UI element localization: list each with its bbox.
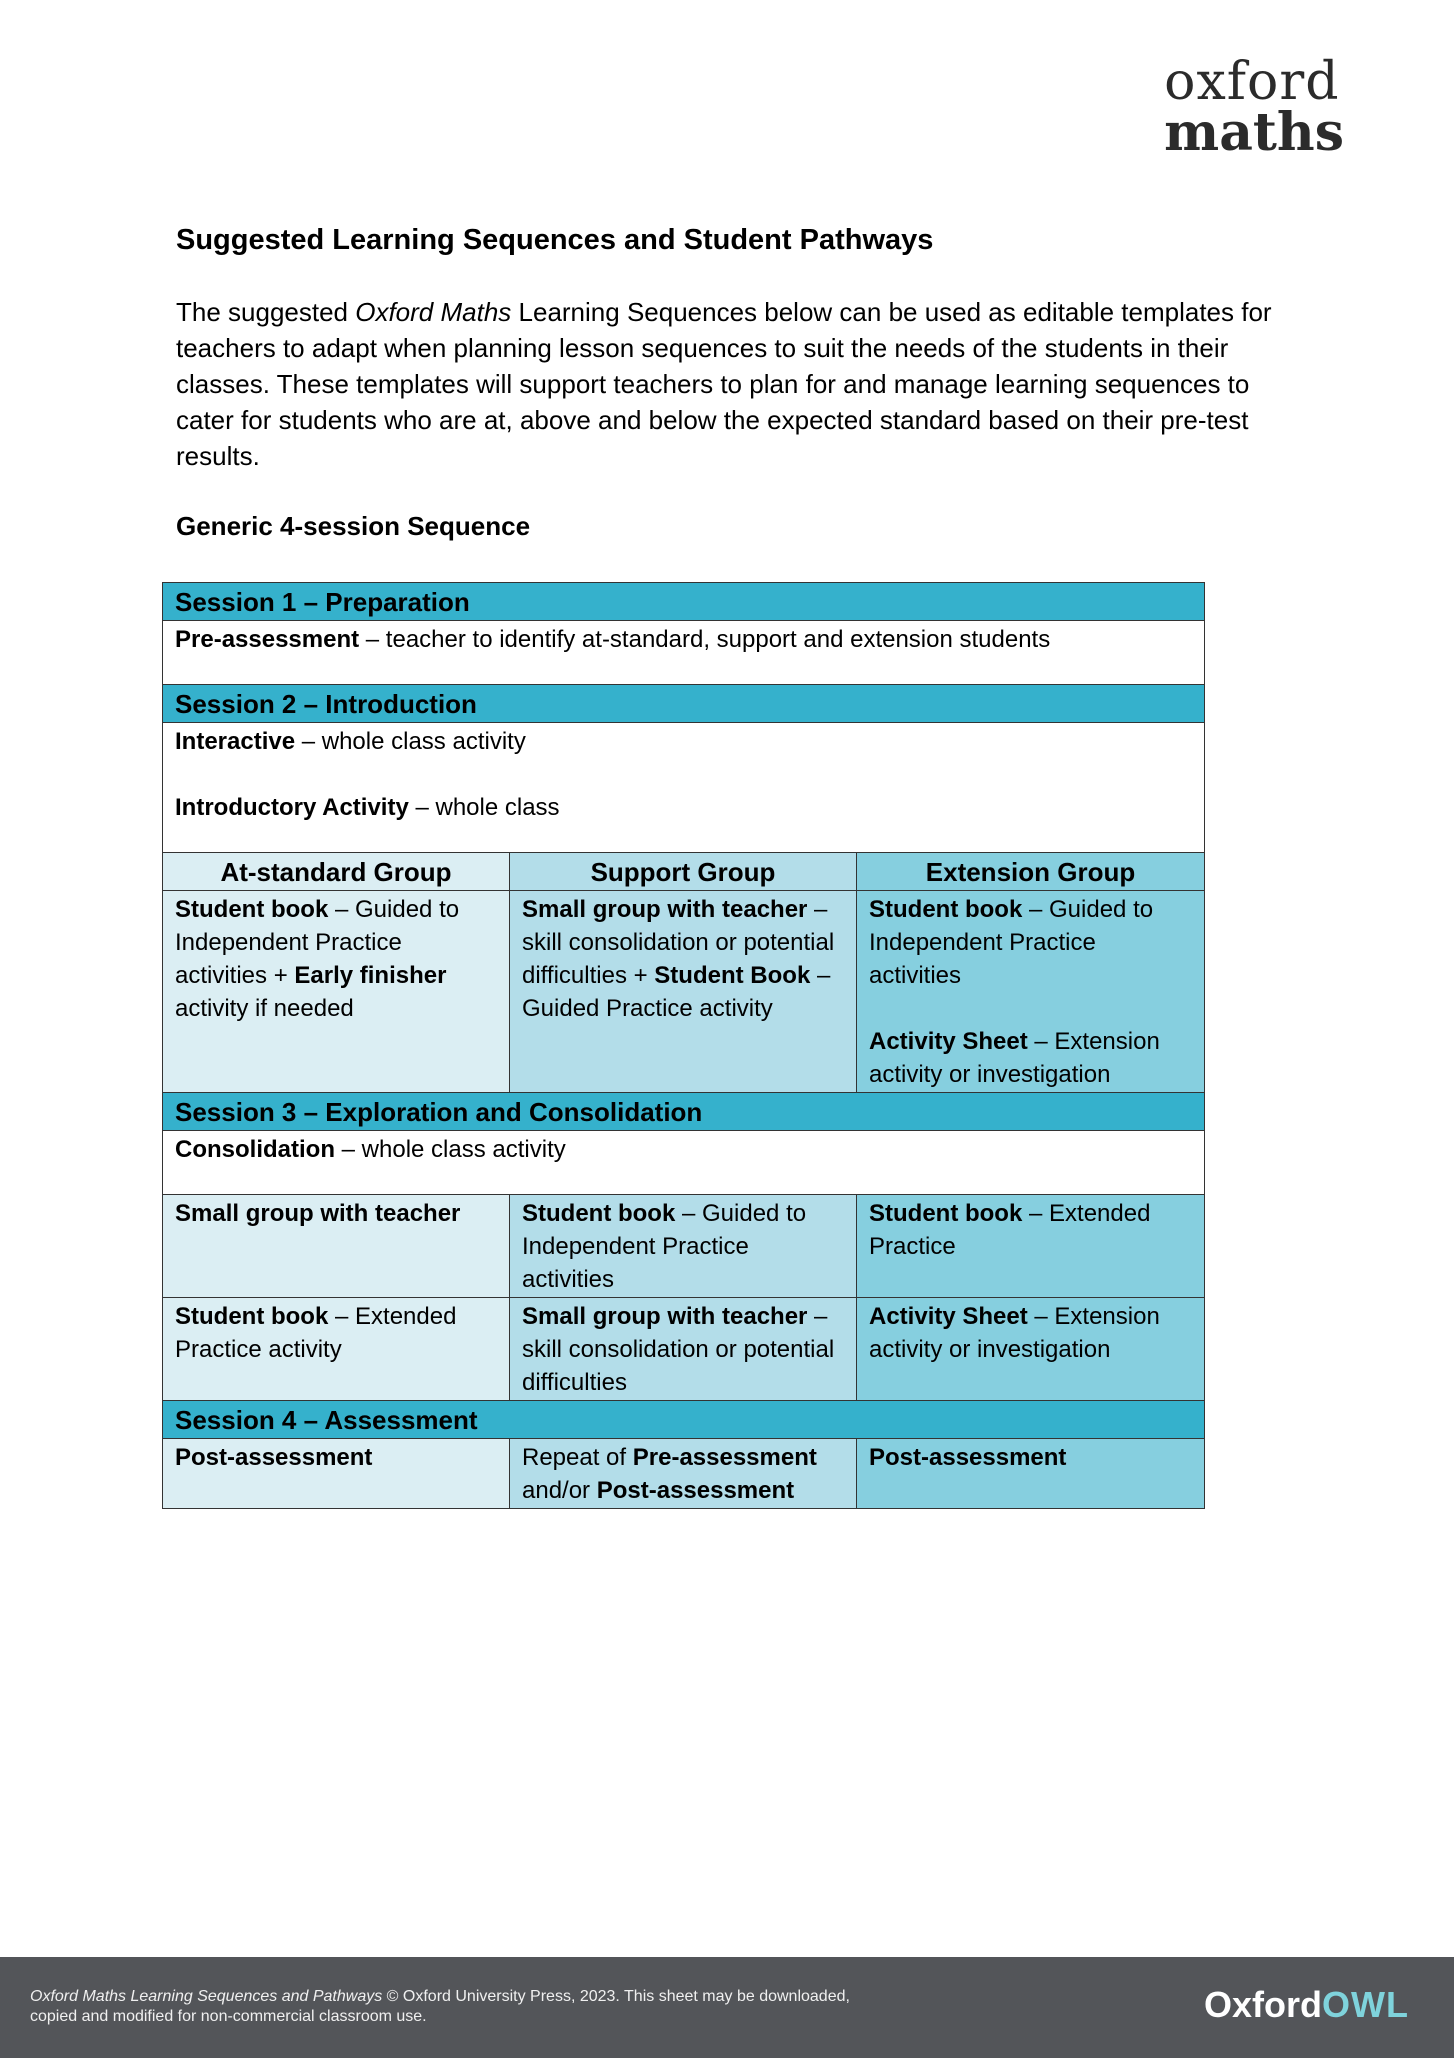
interactive-text: – whole class activity [295,728,526,755]
cell-bold: Student Book [654,962,811,989]
oxford-maths-logo [1164,52,1344,163]
intro-paragraph [176,294,1286,474]
cell-para [869,1025,1192,1091]
cell-text: – Guided to Independent Practice activities [522,1200,807,1293]
footer-line-2: copied and modified for non-commercial classroom use. [30,2008,427,2025]
intro-post: Learning Sequences below can be used as editable templates for teachers to adapt when planning lesson sequences to suit the needs of the students in their classes. These templates will support teachers to plan for and manage learning sequences to cater for students who are at, above and below the expected standard based on their pre-test results. [176,297,1272,471]
session-3-header-row [163,1093,1205,1131]
session-3-body-row [163,1131,1205,1195]
session-1-body [163,621,1205,685]
introductory-text: – whole class [408,794,560,821]
session-3-r1-support [510,1195,857,1298]
cell-bold: Small group with teacher [522,1303,808,1330]
footer [0,1957,1454,2058]
cell-text: – skill consolidation or potential difficulties [522,1303,835,1396]
consolidation-text: – whole class activity [334,1136,566,1163]
sequence-table [162,582,1205,1509]
pre-assessment-text: – teacher to identify at-standard, support and extension students [359,626,1051,653]
cell-bold: Small group with teacher [175,1200,461,1227]
cell-bold: Small group with teacher [522,896,808,923]
session-2-extension-cell [857,891,1205,1093]
cell-text: – skill consolidation or potential difficulties + [522,896,835,989]
session-3-r2-extension [857,1298,1205,1401]
cell-bold: Post-assessment [596,1477,795,1504]
session-1-header-row [163,583,1205,621]
cell-bold: Activity Sheet [869,1303,1028,1330]
cell-para [869,893,1192,992]
cell-text: activity if needed [175,995,354,1022]
session-3-header: Session 3 – Exploration and Consolidation [163,1093,1205,1131]
oxford-owl-logo [1204,1983,1409,2027]
cell-bold: Student book [175,1303,329,1330]
cell-bold: Student book [869,1200,1023,1227]
session-3-r1-extension [857,1195,1205,1298]
session-1-body-row [163,621,1205,685]
session-4-support [510,1439,857,1509]
intro-italic: Oxford Maths [355,297,512,327]
pre-assessment-label: Pre-assessment [175,626,360,653]
session-2-body [163,723,1205,853]
support-group-header: Support Group [510,853,857,891]
session-3-row-2 [163,1298,1205,1401]
consolidation-label: Consolidation [175,1136,335,1163]
session-2-header-row [163,685,1205,723]
cell-bold: Activity Sheet [869,1028,1028,1055]
page-content [176,218,1286,544]
session-4-extension [857,1439,1205,1509]
cell-text: – Extension activity or investigation [869,1028,1160,1088]
session-4-header-row [163,1401,1205,1439]
session-1-header: Session 1 – Preparation [163,583,1205,621]
session-4-at-standard [163,1439,510,1509]
cell-text: – Extended Practice [869,1200,1151,1260]
cell-text: and/or [522,1477,597,1504]
session-3-body [163,1131,1205,1195]
introductory-label: Introductory Activity [175,794,409,821]
owl-brand-owl: OWL [1322,1984,1409,2025]
interactive-line [175,725,1192,758]
introductory-line [175,791,1192,824]
session-2-header: Session 2 – Introduction [163,685,1205,723]
cell-text: – Extension activity or investigation [869,1303,1160,1363]
footer-italic-title: Oxford Maths Learning Sequences and Pathways [30,1988,383,2005]
logo-line-1: oxford [1164,52,1340,112]
cell-bold: Student book [869,896,1023,923]
intro-pre: The suggested [176,297,356,327]
cell-text: – Guided to Independent Practice activities [869,896,1154,989]
cell-text: – Guided Practice activity [522,962,831,1022]
cell-bold: Student book [522,1200,676,1227]
footer-line-1 [30,1987,850,2007]
cell-bold: Early finisher [294,962,447,989]
session-2-support-cell [510,891,857,1093]
session-2-body-row [163,723,1205,853]
session-3-r2-support [510,1298,857,1401]
footer-copyright [30,1987,850,2027]
cell-bold: Post-assessment [175,1444,373,1471]
session-4-row [163,1439,1205,1509]
page-title: Suggested Learning Sequences and Student Pathways [176,224,934,256]
cell-text: – Extended Practice activity [175,1303,457,1363]
cell-text: – Guided to Independent Practice activities + [175,896,460,989]
session-2-groups-row [163,891,1205,1093]
at-standard-group-header: At-standard Group [163,853,510,891]
sequence-subtitle: Generic 4-session Sequence [176,511,531,541]
logo-line-2: maths [1164,102,1344,163]
cell-bold: Pre-assessment [632,1444,817,1471]
session-3-row-1 [163,1195,1205,1298]
session-3-r1-at-standard [163,1195,510,1298]
session-4-header: Session 4 – Assessment [163,1401,1205,1439]
cell-text: Repeat of [522,1444,633,1471]
session-2-at-standard-cell [163,891,510,1093]
footer-text-1: © Oxford University Press, 2023. This sheet may be downloaded, [382,1988,850,2005]
group-header-row [163,853,1205,891]
interactive-label: Interactive [175,728,296,755]
cell-bold: Post-assessment [869,1444,1067,1471]
extension-group-header: Extension Group [857,853,1205,891]
cell-bold: Student book [175,896,329,923]
owl-brand-oxford: Oxford [1204,1984,1323,2025]
session-3-r2-at-standard [163,1298,510,1401]
